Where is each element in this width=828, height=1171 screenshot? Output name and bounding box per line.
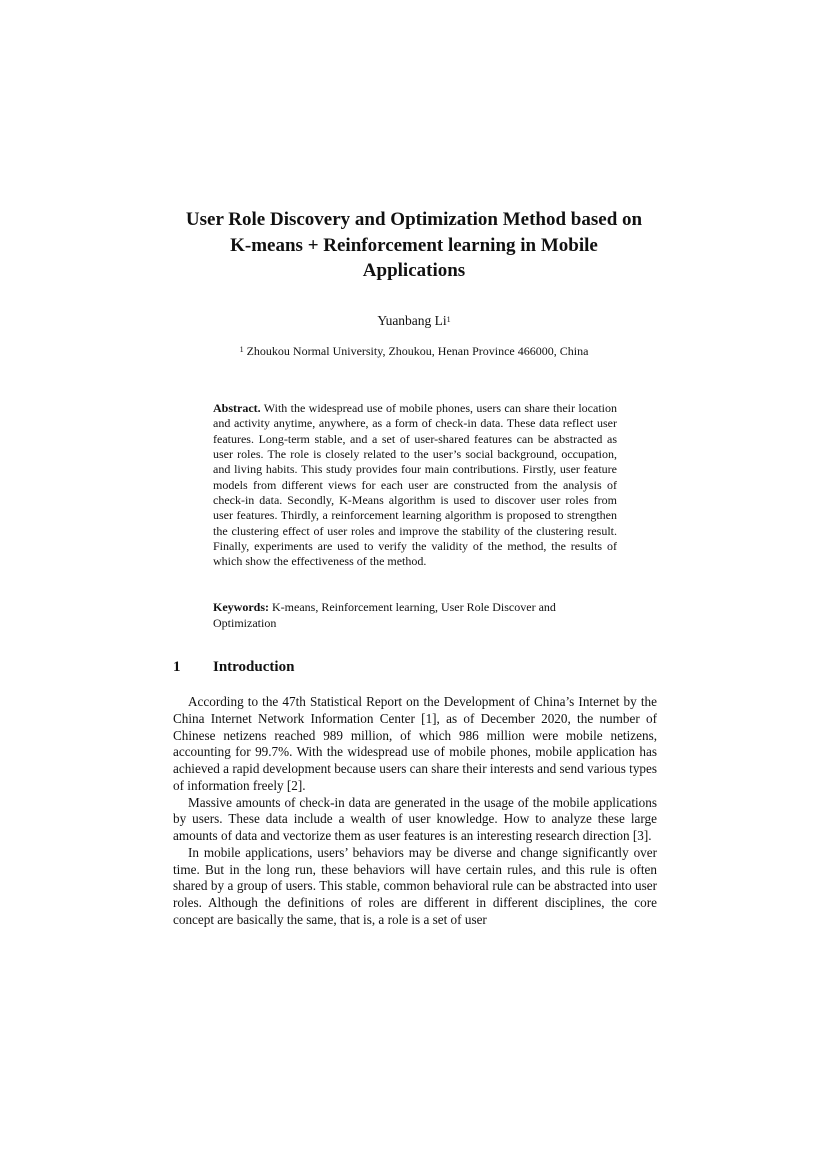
abstract-text: With the widespread use of mobile phones, users can share their location and activity anytime, anywhere, as a form of check-in data. These data reflect user features. Long-term stable, and a set of user-shared features can be abstracted as user roles. The role is closely related to the user’s social background, occupation, and living habits. This study provides four main contributions. Firstly, user feature models from different views for each user are constructed from the analysis of check-in data. Secondly, K-Means algorithm is used to discover user roles from user features. Thirdly, a reinforcement learning algorithm is proposed to strengthen the clustering effect of user roles and improve the stability of the clustering result. Finally, experiments are used to verify the validity of the method, the results of which show the effectiveness of the method. — [213, 401, 617, 569]
author-affiliation-marker: 1 — [446, 315, 451, 324]
author-name: Yuanbang Li — [377, 313, 447, 328]
author-line — [0, 312, 828, 330]
section-number: 1 — [173, 659, 181, 675]
paragraph-3: In mobile applications, users’ behaviors may be diverse and change significantly over time. But in the long run, these behaviors will have certain rules, and this rule is often shared by a group of users. This stable, common behavioral rule can be abstracted into user roles. Although the definitions of roles are different in different disciplines, the core concept are basically the same, that is, a role is a set of user — [173, 844, 657, 927]
affiliation-text: Zhoukou Normal University, Zhoukou, Henan Province 466000, China — [246, 344, 589, 358]
abstract — [213, 401, 617, 570]
keywords-text: K-means, Reinforcement learning, User Role Discover and Optimization — [213, 600, 556, 630]
keywords — [213, 600, 617, 631]
affiliation-line — [0, 343, 828, 359]
title-line-1: User Role Discovery and Optimization Method based on — [185, 209, 643, 230]
paragraph-1: According to the 47th Statistical Report on the Development of China’s Internet by the China Internet Network Information Center [1], as of December 2020, the number of Chinese netizens reached 989 million, of which 986 million were mobile netizens, accounting for 99.7%. With the widespread use of mobile phones, mobile application has achieved a rapid development because users can share their interests and send various types of information freely [2]. — [173, 694, 657, 793]
keywords-label: Keywords: — [213, 600, 269, 614]
abstract-label: Abstract. — [213, 401, 261, 415]
affiliation-marker: 1 — [239, 345, 244, 354]
section-title: Introduction — [213, 659, 295, 675]
title-line-2: K-means + Reinforcement learning in Mobile — [230, 234, 598, 256]
paragraph-2: Massive amounts of check-in data are generated in the usage of the mobile applications by users. These data include a wealth of user knowledge. How to analyze these large amounts of data and vectorize them as user features is an interesting research direction [3]. — [173, 794, 657, 843]
section-heading — [173, 657, 657, 677]
section-body — [173, 694, 657, 929]
title-line-3: Applications — [362, 260, 466, 281]
paper-title — [150, 207, 678, 284]
